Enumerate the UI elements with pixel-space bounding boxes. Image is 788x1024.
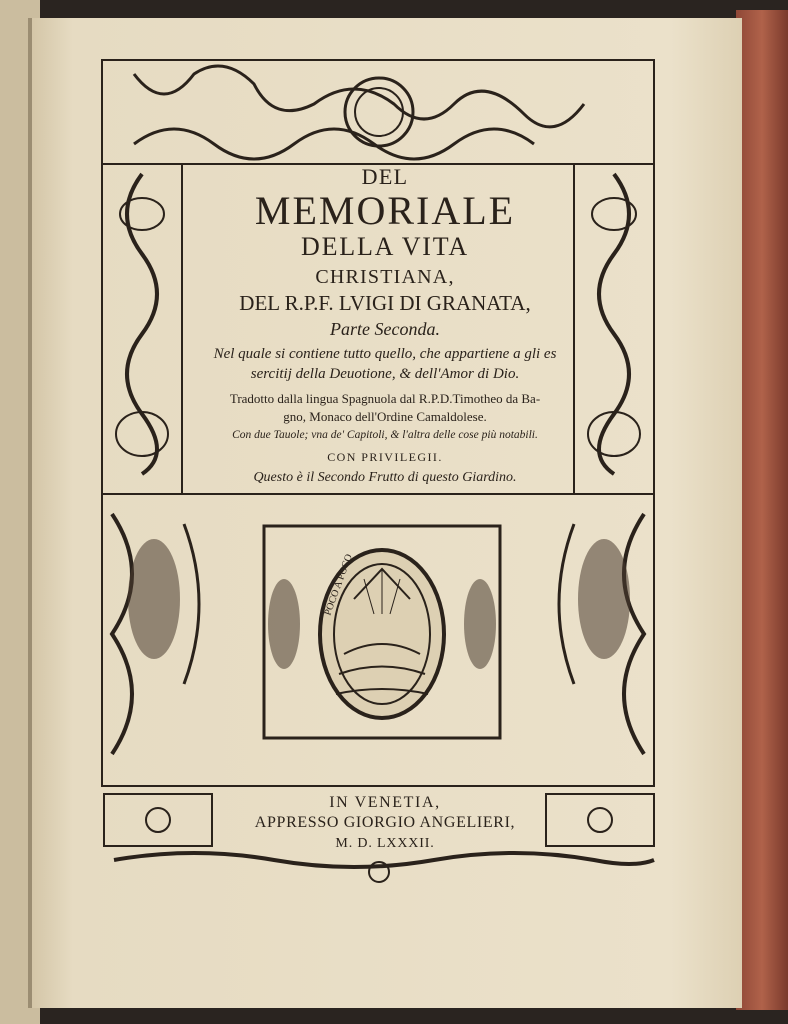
- fruit-line: Questo è il Secondo Frutto di questo Giardino.: [253, 470, 517, 485]
- imprint-year: M. D. LXXXII.: [335, 836, 435, 851]
- privilege-line: CON PRIVILEGII.: [327, 450, 443, 464]
- description-line-1: Nel quale si contiene tutto quello, che appartiene a gli es: [213, 346, 557, 362]
- imprint-printer: APPRESSO GIORGIO ANGELIERI,: [254, 814, 516, 831]
- translator-line-2: gno, Monaco dell'Ordine Camaldolese.: [283, 409, 487, 424]
- title-author: DEL R.P.F. LVIGI DI GRANATA,: [239, 291, 531, 315]
- description-line-2: sercitij della Deuotione, & dell'Amor di Dio.: [250, 366, 520, 382]
- title-part: Parte Seconda.: [330, 319, 440, 339]
- left-putto-figure: [128, 539, 180, 659]
- title-del: DEL: [361, 164, 409, 189]
- emblem: [320, 550, 444, 718]
- title-page: [14, 14, 756, 1010]
- title-christiana: CHRISTIANA,: [315, 266, 455, 288]
- title-della-vita: DELLA VITA: [300, 232, 469, 261]
- bottom-frieze: [114, 853, 654, 867]
- right-putto-figure: [578, 539, 630, 659]
- emblem-motto-left: POCO A POCO: [322, 552, 355, 618]
- tables-line: Con due Tauole; vna de' Capitoli, & l'altra delle cose più notabili.: [232, 429, 538, 441]
- title-memoriale: MEMORIALE: [254, 188, 516, 233]
- translator-line-1: Tradotto dalla lingua Spagnuola dal R.P.D.Timotheo da Ba-: [229, 391, 541, 406]
- imprint-place: IN VENETIA,: [329, 794, 441, 811]
